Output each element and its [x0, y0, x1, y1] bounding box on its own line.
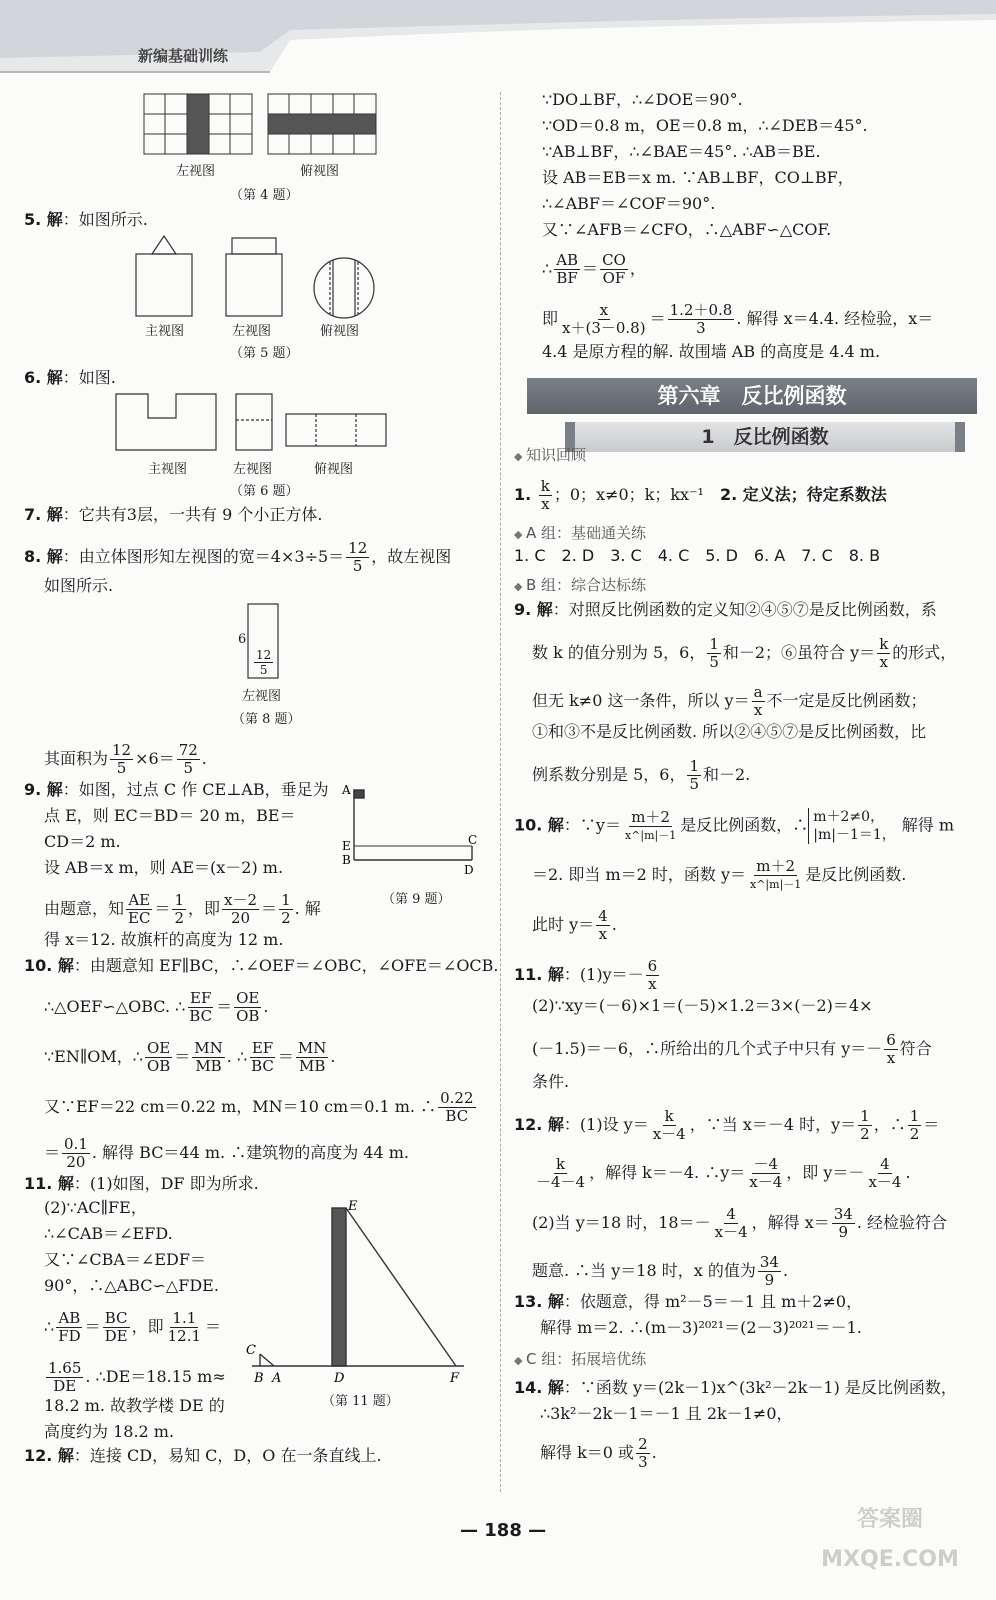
r-top-1: ∵DO⊥BF，∴∠DOE＝90°. — [542, 90, 743, 109]
q11-diagram — [242, 1196, 472, 1390]
q5-line: 5. 解：如图所示. — [24, 210, 148, 229]
rq11-line1: 11. 解：(1)y＝－ $\frac{6}{x}$ — [514, 957, 658, 993]
q11-line5: 90°，∴△ABC∽△FDE. — [44, 1276, 219, 1295]
r-top-9: 4.4 是原方程的解. 故围墙 AB 的高度是 4.4 m. — [542, 342, 881, 361]
fig4-label-top: 俯视图 — [300, 164, 340, 179]
rq11-line4: 条件. — [532, 1072, 570, 1091]
a-answers: 1. C 2. D 3. C 4. C 5. D 6. A 7. C 8. B — [514, 546, 881, 565]
r-top-2: ∵OD＝0.8 m，OE＝0.8 m，∴∠DEB＝45°. — [542, 116, 868, 135]
fig4-caption: （第 4 题） — [230, 188, 299, 203]
q6-label-top: 俯视图 — [314, 462, 354, 477]
group-review: ◆ 知识回顾 — [514, 444, 586, 465]
rq12-line2: $\frac{k}{-4-4}$ ，解得 k＝－4. ∴y＝ $\frac{-4}{x-4}$ ，即 y＝－ $\frac{4}{x-4}$ . — [536, 1155, 911, 1191]
q11-line4: 又∵∠CBA＝∠EDF＝ — [44, 1250, 206, 1269]
q11-pt-F: F — [450, 1371, 460, 1386]
rq9-line4: ①和③不是反比例函数. 所以②④⑤⑦是反比例函数，比 — [532, 722, 927, 741]
q8-line1: 8. 解：由立体图形知左视图的宽＝4×3÷5＝ $\frac{12}{5}$ ，故左视图 — [24, 539, 452, 575]
q10-line3: ∵EN∥OM，∴ $\frac{OE}{OB}$ ＝ $\frac{MN}{MB}$ . ∴ $\frac{EF}{BC}$ ＝ $\frac{MN}{MB}$ . — [44, 1039, 336, 1075]
review-answers: 1. $\frac{k}{x}$ ；0；x≠0；k；kx⁻¹ 2. 定义法；待定系数法 — [514, 477, 887, 513]
q6-caption: （第 6 题） — [230, 484, 299, 499]
chapter-title: 第六章 反比例函数 — [527, 378, 977, 414]
rq9-line1: 9. 解：对照反比例函数的定义知②④⑤⑦是反比例函数，系 — [514, 600, 937, 619]
q11-line8: 18.2 m. 故教学楼 DE 的 — [44, 1396, 225, 1415]
q11-pt-C: C — [246, 1343, 256, 1358]
q5-views — [130, 232, 380, 320]
rq9-line3: 但无 k≠0 这一条件，所以 y＝ $\frac{a}{x}$ 不一定是反比例函数； — [532, 683, 927, 719]
page-header — [0, 0, 996, 78]
q10-line2: ∴△OEF∽△OBC. ∴ $\frac{EF}{BC}$ ＝ $\frac{OE}{OB}$ . — [44, 989, 269, 1025]
q6-line: 6. 解：如图. — [24, 368, 116, 387]
rq12-line1: 12. 解：(1)设 y＝ $\frac{k}{x-4}$ ，∵当 x＝－4 时，y＝ $\frac{1}{2}$ ，∴ $\frac{1}{2}$ ＝ — [514, 1107, 940, 1143]
q8-line2: 如图所示. — [44, 576, 114, 595]
q9-pt-D: D — [464, 863, 474, 877]
q9-line5: 由题意，知 $\frac{AE}{EC}$ ＝ $\frac{1}{2}$ ，即 $\frac{x-2}{20}$ ＝ $\frac{1}{2}$ . 解 — [44, 891, 321, 927]
q6-views — [110, 392, 400, 456]
r-top-3: ∵AB⊥BF，∴∠BAE＝45°. ∴AB＝BE. — [542, 142, 821, 161]
q8-caption: （第 8 题） — [232, 712, 301, 727]
q10-line5: ＝ $\frac{0.1}{20}$ . 解得 BC＝44 m. ∴建筑物的高度为 44 m. — [44, 1135, 410, 1171]
q12-line1: 12. 解：连接 CD，易知 C，D，O 在一条直线上. — [24, 1446, 382, 1465]
q11-pt-B: B — [254, 1371, 264, 1386]
q11-line1: 11. 解：(1)如图，DF 即为所求. — [24, 1174, 259, 1193]
page-number: — 188 — — [460, 1520, 547, 1541]
rq14-line3: 解得 k＝0 或 $\frac{2}{3}$ . — [540, 1435, 657, 1471]
rq13-line2: 解得 m＝2. ∴(m－3)²⁰²¹＝(2－3)²⁰²¹＝－1. — [540, 1318, 862, 1337]
q9-pt-E: E — [342, 839, 351, 853]
rq9-line5: 例系数分别是 5，6， $\frac{1}{5}$ 和－2. — [532, 757, 751, 793]
rq11-line3: (－1.5)＝－6，∴所给出的几个式子中只有 y＝－ $\frac{6}{x}$ 符合 — [532, 1031, 932, 1067]
q11-pt-A: A — [272, 1371, 282, 1386]
r-top-6: 又∵∠AFB＝∠CFO，∴△ABF∽△COF. — [542, 220, 832, 239]
rq10-line1: 10. 解：∵y＝ $\frac{m+2}{x\^{}|m|-1}$ 是反比例函数，∴ m＋2≠0， |m|－1＝1， 解得 m — [514, 807, 955, 843]
q9-line3: CD＝2 m. — [44, 832, 121, 851]
q9-pt-B: B — [342, 853, 351, 867]
q11-line2: (2)∵AC∥FE， — [44, 1198, 147, 1217]
q11-caption: （第 11 题） — [322, 1394, 399, 1409]
group-a: ◆ A 组：基础通关练 — [514, 522, 646, 543]
rq13-line1: 13. 解：依题意，得 m²－5＝－1 且 m＋2≠0， — [514, 1292, 863, 1311]
q6-label-front: 主视图 — [148, 462, 188, 477]
fig4-views — [140, 92, 390, 164]
column-divider — [500, 92, 502, 1492]
q8-dim-width: $\frac{12}{5}$ — [256, 648, 272, 677]
watermark: 答案圈 MXQE.COM — [821, 1507, 959, 1572]
r-top-8: 即 $\frac{x}{x+(3-0.8)}$ ＝ $\frac{1.2+0.8}{3}$ . 解得 x＝4.4. 经检验，x＝ — [542, 301, 934, 337]
series-title: 新编基础训练 — [138, 47, 229, 65]
q10-line4: 又∵EF＝22 cm＝0.22 m，MN＝10 cm＝0.1 m. ∴ $\frac{0.22}{BC}$ — [44, 1089, 474, 1125]
r-top-7: ∴ $\frac{AB}{BF}$ ＝ $\frac{CO}{OF}$ ， — [542, 251, 646, 287]
q9-line6: 得 x＝12. 故旗杆的高度为 12 m. — [44, 930, 284, 949]
q11-pt-D: D — [334, 1371, 345, 1386]
q11-line7: $\frac{1.65}{DE}$ . ∴DE＝18.15 m≈ — [48, 1359, 226, 1395]
rq11-line2: (2)∵xy＝(－6)×1＝(－5)×1.2＝3×(－2)＝4× — [532, 996, 873, 1015]
q5-caption: （第 5 题） — [230, 346, 299, 361]
q11-pt-E: E — [348, 1199, 358, 1214]
q11-line6: ∴ $\frac{AB}{FD}$ ＝ $\frac{BC}{DE}$ ，即 $\frac{1.1}{12.1}$ ＝ — [44, 1309, 222, 1345]
q9-caption: （第 9 题） — [382, 892, 451, 907]
rq12-line3: (2)当 y＝18 时，18＝－ $\frac{4}{x-4}$ ，解得 x＝ $\frac{34}{9}$ . 经检验符合 — [532, 1205, 948, 1241]
q9-line1: 9. 解：如图，过点 C 作 CE⊥AB，垂足为 — [24, 780, 329, 799]
q9-pt-A: A — [342, 783, 351, 797]
rq12-line4: 题意. ∴当 y＝18 时，x 的值为 $\frac{34}{9}$ . — [532, 1253, 789, 1289]
q5-label-front: 主视图 — [145, 324, 185, 339]
rq14-line2: ∴3k²－2k－1＝－1 且 2k－1≠0， — [540, 1404, 793, 1423]
q11-line9: 高度约为 18.2 m. — [44, 1422, 175, 1441]
q7-line: 7. 解：它共有3层，一共有 9 个小正方体. — [24, 505, 323, 524]
q5-label-left: 左视图 — [232, 324, 272, 339]
r-top-5: ∴∠ABF＝∠COF＝90°. — [542, 194, 716, 213]
q9-pt-C: C — [468, 833, 478, 847]
r-top-4: 设 AB＝EB＝x m. ∵AB⊥BF，CO⊥BF， — [542, 168, 854, 187]
q11-line3: ∴∠CAB＝∠EFD. — [44, 1224, 173, 1243]
q8-label: 左视图 — [242, 689, 282, 704]
section-title: 1 反比例函数 — [565, 422, 965, 452]
rq14-line1: 14. 解：∵函数 y＝(2k－1)x^(3k²－2k－1) 是反比例函数， — [514, 1378, 957, 1397]
q6-label-left: 左视图 — [233, 462, 273, 477]
fig4-label-left: 左视图 — [176, 164, 216, 179]
q9-line2: 点 E，则 EC＝BD＝ 20 m，BE＝ — [44, 806, 296, 825]
group-c: ◆ C 组：拓展培优练 — [514, 1348, 646, 1369]
q8-area: 其面积为 $\frac{12}{5}$ ×6＝ $\frac{72}{5}$ . — [44, 741, 207, 777]
q10-line1: 10. 解：由题意知 EF∥BC，∴∠OEF＝∠OBC，∠OFE＝∠OCB. — [24, 956, 499, 975]
q5-label-top: 俯视图 — [320, 324, 360, 339]
rq9-line2: 数 k 的值分别为 5，6， $\frac{1}{5}$ 和－2；⑥虽符合 y＝ $\frac{k}{x}$ 的形式， — [532, 635, 957, 671]
rq10-line2: ＝2. 即当 m＝2 时，函数 y＝ $\frac{m+2}{x\^{}|m|-1}$ 是反比例函数. — [532, 857, 907, 891]
q9-diagram — [340, 780, 490, 880]
q9-line4: 设 AB＝x m，则 AE＝(x－2) m. — [44, 858, 284, 877]
q8-dim-height: 6 — [238, 632, 247, 647]
rq10-line3: 此时 y＝ $\frac{4}{x}$ . — [532, 907, 617, 943]
group-b: ◆ B 组：综合达标练 — [514, 574, 646, 595]
